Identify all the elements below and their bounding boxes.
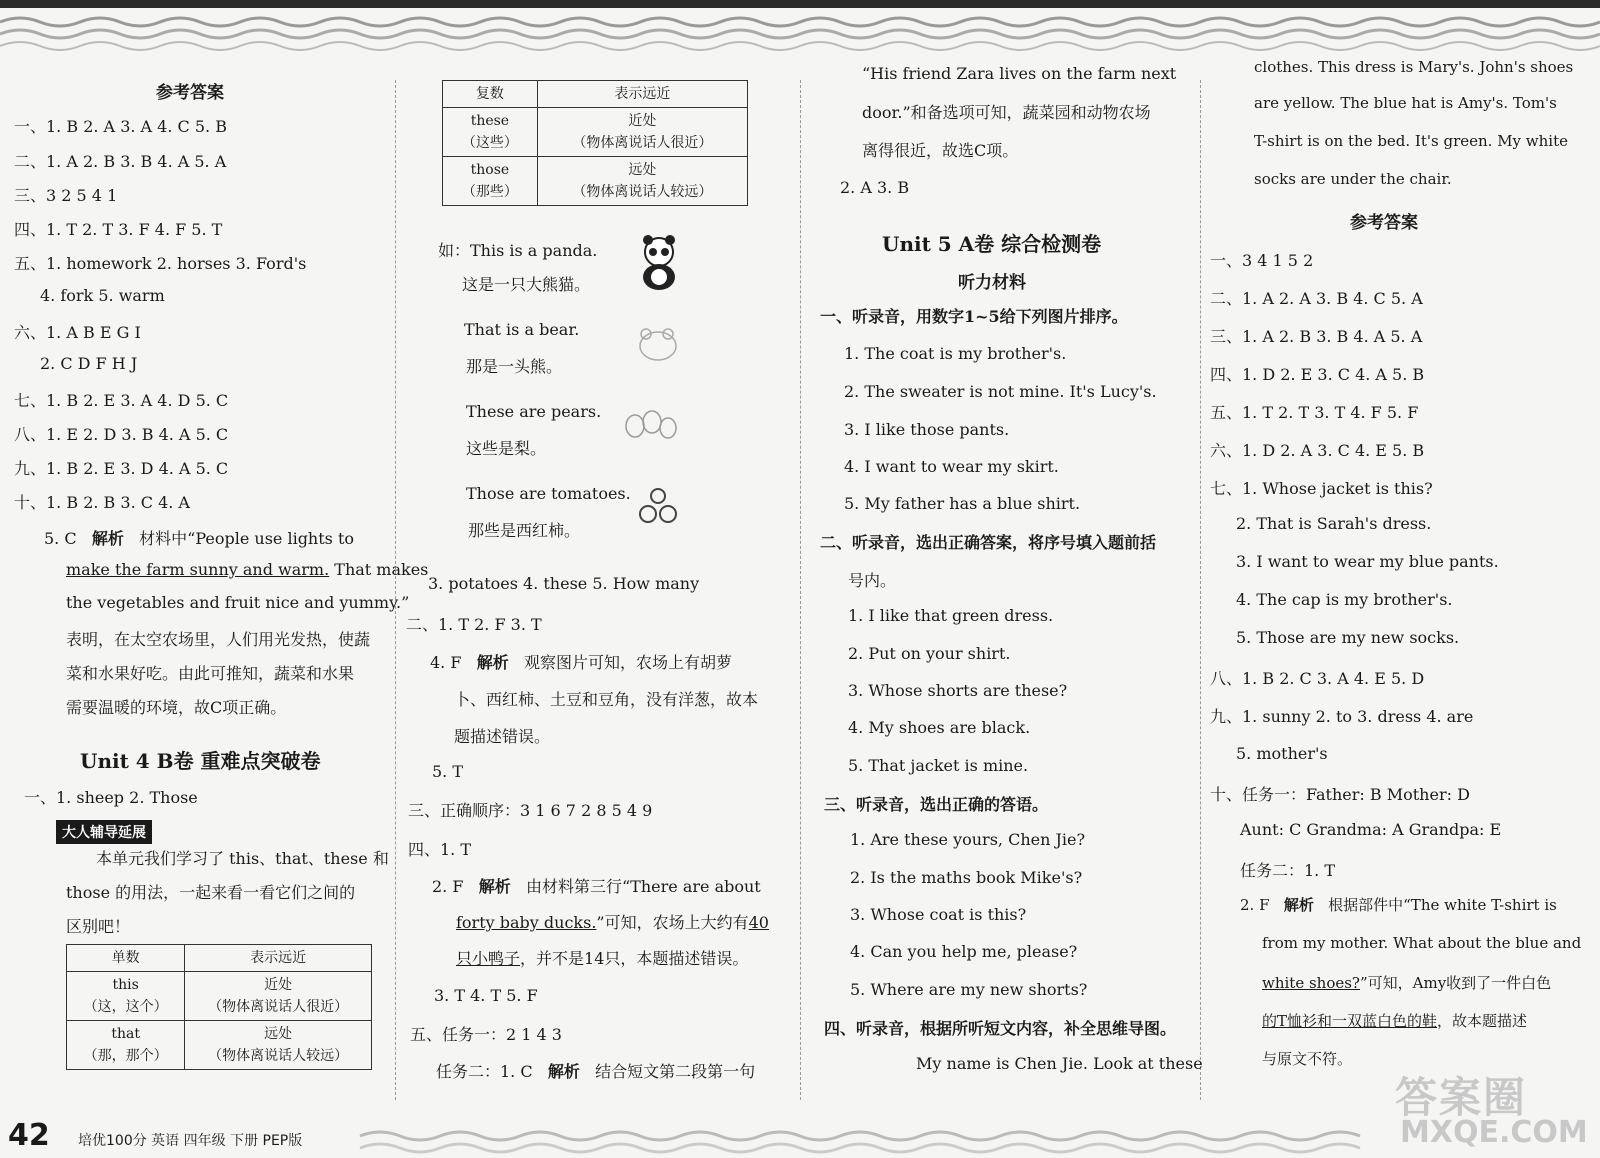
answer-line: 四、1. D 2. E 3. C 4. A 5. B	[1210, 365, 1425, 384]
underlined-quote: make the farm sunny and warm.	[66, 560, 330, 579]
table-cell: those （那些）	[443, 157, 538, 206]
watermark-logo: 答案圈	[1395, 1073, 1528, 1122]
explanation-line: 与原文不符。	[1262, 1050, 1353, 1068]
table-header: 复数	[443, 81, 538, 108]
example-translation: 那些是西红柿。	[468, 521, 581, 540]
answer-line: 一、1. sheep 2. Those	[24, 788, 198, 807]
answer-line: 二、1. T 2. F 3. T	[406, 615, 542, 634]
analysis-label: 解析	[547, 1062, 580, 1081]
listening-sentence: 1. The coat is my brother's.	[844, 344, 1067, 363]
listening-sentence: 5. Where are my new shorts?	[850, 980, 1088, 999]
table-header: 表示远近	[537, 81, 747, 108]
answer-line: 任务二：1. T	[1240, 861, 1336, 880]
listening-sentence: 3. Whose shorts are these?	[848, 681, 1068, 700]
bear-icon	[632, 322, 682, 366]
listening-sentence: 4. I want to wear my skirt.	[844, 457, 1059, 476]
answer-item: 5. C	[44, 529, 77, 548]
example-sentence: That is a bear.	[464, 320, 580, 339]
question-heading: 四、听录音，根据所听短文内容，补全思维导图。	[824, 1019, 1177, 1038]
analysis-text: 材料中“People use lights to	[139, 529, 355, 548]
listening-sentence: 3. Whose coat is this?	[850, 905, 1027, 924]
explanation-line: door.”和备选项可知，蔬菜园和动物农场	[862, 103, 1151, 122]
explanation-text: That makes	[329, 560, 429, 579]
underlined-quote: white shoes?	[1262, 974, 1360, 992]
answer-line: 五、1. homework 2. horses 3. Ford's	[14, 254, 307, 273]
explanation-line: 需要温暖的环境，故C项正确。	[66, 698, 287, 717]
answer-line: 一、3 4 1 5 2	[1210, 251, 1314, 270]
answer-line: Aunt: C Grandma: A Grandpa: E	[1240, 820, 1502, 839]
listening-sentence: 1. Are these yours, Chen Jie?	[850, 830, 1086, 849]
example-translation: 这些是梨。	[466, 439, 547, 458]
answer-line: 四、1. T	[408, 840, 472, 859]
listening-sentence: 1. I like that green dress.	[848, 606, 1054, 625]
answer-line: 一、1. B 2. A 3. A 4. C 5. B	[14, 117, 227, 136]
answer-item: 2. F	[432, 877, 464, 896]
listening-sentence: 3. I like those pants.	[844, 420, 1010, 439]
explanation-line: 离得很近，故选C项。	[862, 141, 1019, 160]
analysis-text: 由材料第三行“There are about	[526, 877, 761, 896]
answer-item: 4. F	[430, 653, 462, 672]
subsection-title: 听力材料	[958, 273, 1026, 293]
analysis-label: 解析	[478, 877, 511, 896]
panda-icon	[635, 232, 683, 292]
explanation-line	[456, 946, 748, 969]
answer-line: 五、1. T 2. T 3. T 4. F 5. F	[1210, 403, 1419, 422]
explanation-line: the vegetables and fruit nice and yummy.”	[66, 593, 410, 612]
underlined-quote: 的T恤衫和一双蓝白色的鞋	[1262, 1012, 1438, 1030]
explanation-line: from my mother. What about the blue and	[1262, 934, 1582, 952]
listening-sentence: 4. My shoes are black.	[848, 718, 1031, 737]
example-sentence: Those are tomatoes.	[466, 484, 631, 503]
answer-item: 2. F	[1240, 896, 1270, 914]
answer-line: 六、1. D 2. A 3. C 4. E 5. B	[1210, 441, 1425, 460]
explanation-line	[456, 910, 769, 933]
answer-line: 4. The cap is my brother's.	[1236, 590, 1453, 609]
explanation-line	[1262, 972, 1551, 993]
extension-text: those 的用法，一起来看一看它们之间的	[66, 883, 356, 902]
table-cell: these （这些）	[443, 108, 538, 157]
listening-sentence: 5. That jacket is mine.	[848, 756, 1029, 775]
analysis-text: 结合短文第二段第一句	[595, 1062, 756, 1081]
listening-sentence: 4. Can you help me, please?	[850, 942, 1078, 961]
page-number: 42	[8, 1118, 50, 1153]
analysis-label: 解析	[91, 529, 124, 548]
explanation-line	[66, 560, 428, 579]
table-cell: that （那，那个）	[67, 1021, 185, 1070]
section-title: 参考答案	[1350, 213, 1418, 233]
underlined-quote: forty baby ducks.	[456, 913, 597, 932]
question-heading-cont: 号内。	[848, 571, 897, 590]
explanation-line	[1240, 894, 1557, 915]
explanation-line: 菜和水果好吃。由此可推知，蔬菜和水果	[66, 664, 355, 683]
analysis-text: 根据部件中“The white T-shirt is	[1328, 896, 1557, 914]
answer-line: 九、1. B 2. E 3. D 4. A 5. C	[14, 459, 229, 478]
answer-line: 2. C D F H J	[40, 354, 138, 373]
question-heading: 二、听录音，选出正确答案，将序号填入题前括	[820, 533, 1157, 552]
explanation-text: ”可知，农场上大约有	[596, 913, 749, 932]
answer-line: 5. mother's	[1236, 744, 1328, 763]
unit-heading: Unit 4 B卷 重难点突破卷	[80, 749, 321, 773]
passage-line: clothes. This dress is Mary's. John's shoes	[1254, 58, 1574, 76]
listening-passage: My name is Chen Jie. Look at these	[916, 1054, 1203, 1073]
analysis-label: 解析	[476, 653, 509, 672]
analysis-text: 观察图片可知，农场上有胡萝	[524, 653, 733, 672]
extension-tag: 大人辅导延展	[56, 820, 152, 844]
passage-line: T-shirt is on the bed. It's green. My white	[1254, 132, 1569, 150]
answer-item: 任务二：1. C	[436, 1062, 533, 1081]
explanation-text: ，并不是14只，本题描述错误。	[520, 949, 749, 968]
answer-line: 5. Those are my new socks.	[1236, 628, 1460, 647]
answer-line: 三、正确顺序：3 1 6 7 2 8 5 4 9	[408, 801, 653, 820]
explanation-text: ，故本题描述	[1437, 1012, 1528, 1030]
question-heading: 三、听录音，选出正确的答语。	[824, 795, 1049, 814]
table-header: 表示远近	[185, 945, 372, 972]
top-decorative-band	[0, 0, 1600, 60]
explanation-line: 卜、西红柿、土豆和豆角，没有洋葱，故本	[454, 690, 759, 709]
extension-text: 区别吧！	[66, 917, 131, 936]
answer-line: 三、1. A 2. B 3. B 4. A 5. A	[1210, 327, 1423, 346]
pears-icon	[620, 402, 680, 442]
underlined-number: 40	[748, 913, 769, 932]
table-cell: 远处 （物体离说话人较远）	[185, 1021, 372, 1070]
section-title: 参考答案	[156, 83, 224, 103]
answer-line: 五、任务一：2 1 4 3	[410, 1025, 562, 1044]
answer-line: 六、1. A B E G I	[14, 323, 141, 342]
answer-line: 十、任务一：Father: B Mother: D	[1210, 785, 1470, 804]
answer-line: 四、1. T 2. T 3. F 4. F 5. T	[14, 220, 223, 239]
example-translation: 这是一只大熊猫。	[462, 275, 591, 294]
plural-distance-table	[442, 80, 748, 206]
answer-line: 九、1. sunny 2. to 3. dress 4. are	[1210, 707, 1474, 726]
example-translation: 那是一头熊。	[466, 357, 563, 376]
explanation-line: 题描述错误。	[454, 727, 551, 746]
answer-line: 二、1. A 2. B 3. B 4. A 5. A	[14, 152, 227, 171]
table-cell: 近处 （物体离说话人很近）	[537, 108, 747, 157]
example-sentence: 如：This is a panda.	[438, 241, 598, 260]
answer-line: 3. I want to wear my blue pants.	[1236, 552, 1499, 571]
analysis-label: 解析	[1283, 896, 1314, 914]
example-sentence: These are pears.	[466, 402, 602, 421]
extension-text: 本单元我们学习了 this、that、these 和	[96, 849, 389, 868]
answer-line: 2. A 3. B	[840, 178, 910, 197]
explanation-line: 表明，在太空农场里，人们用光发热，使蔬	[66, 630, 371, 649]
singular-distance-table	[66, 944, 372, 1070]
question-heading: 一、听录音，用数字1~5给下列图片排序。	[820, 307, 1128, 326]
explanation-line: “His friend Zara lives on the farm next	[862, 64, 1177, 83]
column-divider	[395, 80, 397, 1100]
watermark-url: MXQE.COM	[1400, 1115, 1588, 1150]
answer-line: 三、3 2 5 4 1	[14, 186, 118, 205]
explanation-line	[432, 874, 761, 897]
explanation-line	[430, 650, 732, 673]
explanation-line	[436, 1059, 755, 1082]
explanation-line	[44, 526, 354, 549]
column-divider	[1200, 80, 1202, 1100]
answer-line: 3. T 4. T 5. F	[434, 986, 538, 1005]
answer-line: 八、1. B 2. C 3. A 4. E 5. D	[1210, 669, 1425, 688]
table-cell: this （这，这个）	[67, 972, 185, 1021]
answer-line: 七、1. Whose jacket is this?	[1210, 479, 1433, 498]
unit-heading: Unit 5 A卷 综合检测卷	[882, 232, 1102, 256]
answer-line: 5. T	[432, 762, 464, 781]
answer-line: 3. potatoes 4. these 5. How many	[428, 574, 700, 593]
answer-line: 4. fork 5. warm	[40, 286, 165, 305]
explanation-text: ”可知，Amy收到了一件白色	[1359, 974, 1552, 992]
table-cell: 远处 （物体离说话人较远）	[537, 157, 747, 206]
answer-line: 十、1. B 2. B 3. C 4. A	[14, 493, 190, 512]
answer-line: 七、1. B 2. E 3. A 4. D 5. C	[14, 391, 229, 410]
passage-line: are yellow. The blue hat is Amy's. Tom's	[1254, 94, 1557, 112]
listening-sentence: 2. The sweater is not mine. It's Lucy's.	[844, 382, 1157, 401]
answer-line: 二、1. A 2. A 3. B 4. C 5. A	[1210, 289, 1423, 308]
listening-sentence: 2. Is the maths book Mike's?	[850, 868, 1083, 887]
answer-line: 2. That is Sarah's dress.	[1236, 514, 1432, 533]
column-divider	[800, 80, 802, 1100]
explanation-line	[1262, 1010, 1527, 1031]
answer-line: 八、1. E 2. D 3. B 4. A 5. C	[14, 425, 229, 444]
table-cell: 近处 （物体离说话人很近）	[185, 972, 372, 1021]
footer-book-info: 培优100分 英语 四年级 下册 PEP版	[78, 1133, 303, 1149]
listening-sentence: 5. My father has a blue shirt.	[844, 494, 1081, 513]
listening-sentence: 2. Put on your shirt.	[848, 644, 1011, 663]
underlined-quote: 只小鸭子	[456, 949, 521, 968]
table-header: 单数	[67, 945, 185, 972]
passage-line: socks are under the chair.	[1254, 170, 1452, 188]
tomatoes-icon	[636, 486, 680, 526]
